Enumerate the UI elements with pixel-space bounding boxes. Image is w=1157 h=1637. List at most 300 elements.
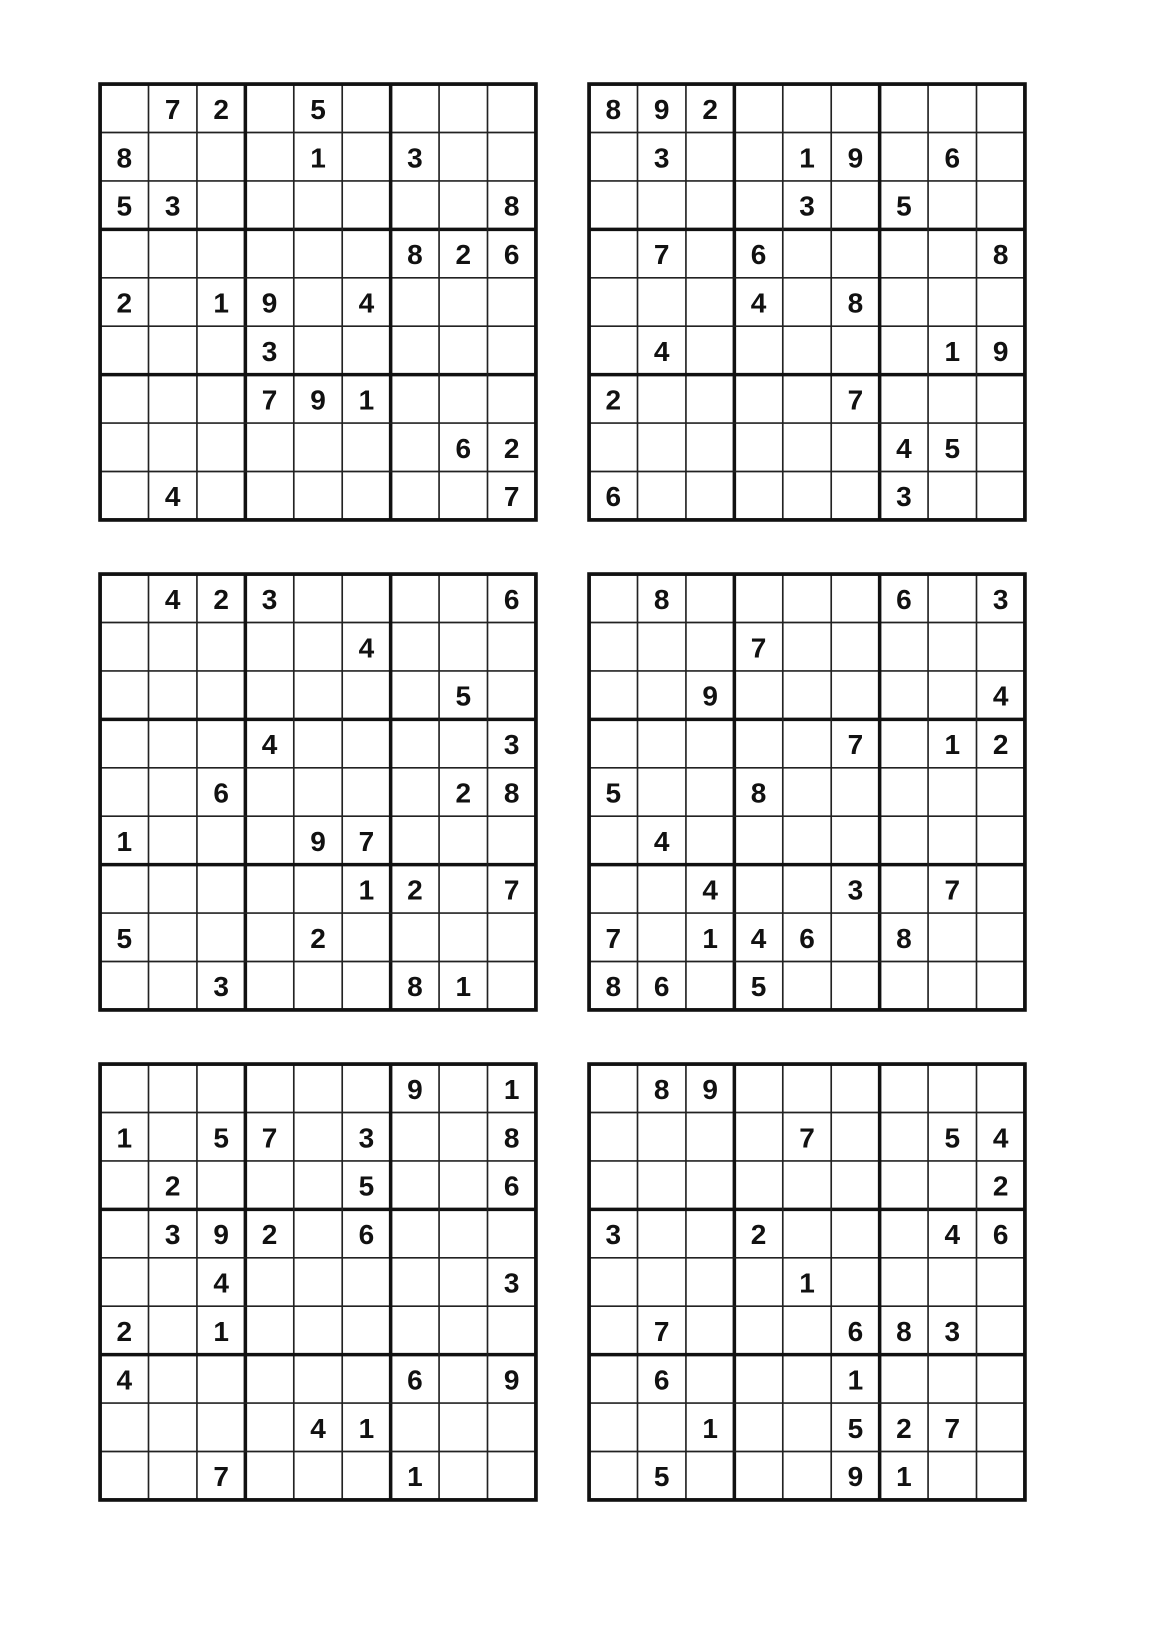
sudoku-cell[interactable] <box>928 623 976 671</box>
sudoku-cell[interactable] <box>734 1161 782 1209</box>
sudoku-cell[interactable] <box>342 326 390 374</box>
sudoku-cell[interactable] <box>976 1451 1024 1499</box>
sudoku-cell[interactable] <box>487 133 535 181</box>
sudoku-cell[interactable] <box>487 326 535 374</box>
sudoku-cell[interactable] <box>100 471 148 519</box>
sudoku-cell[interactable] <box>245 1306 293 1354</box>
sudoku-cell[interactable] <box>976 768 1024 816</box>
sudoku-cell[interactable] <box>342 229 390 277</box>
sudoku-cell[interactable] <box>734 423 782 471</box>
sudoku-cell[interactable] <box>880 768 928 816</box>
sudoku-cell[interactable] <box>686 1209 734 1257</box>
sudoku-cell[interactable] <box>831 326 879 374</box>
sudoku-cell[interactable] <box>100 623 148 671</box>
sudoku-cell[interactable] <box>928 1064 976 1112</box>
sudoku-cell[interactable] <box>149 913 197 961</box>
sudoku-cell[interactable] <box>149 423 197 471</box>
sudoku-cell[interactable] <box>783 719 831 767</box>
sudoku-cell[interactable] <box>686 1306 734 1354</box>
sudoku-cell[interactable] <box>831 961 879 1009</box>
sudoku-cell[interactable] <box>831 671 879 719</box>
sudoku-cell[interactable] <box>197 326 245 374</box>
sudoku-cell[interactable] <box>734 1258 782 1306</box>
sudoku-cell[interactable] <box>245 1403 293 1451</box>
sudoku-cell[interactable] <box>294 278 342 326</box>
sudoku-cell[interactable] <box>686 574 734 622</box>
sudoku-cell[interactable] <box>391 84 439 132</box>
sudoku-cell[interactable] <box>342 423 390 471</box>
sudoku-cell[interactable] <box>589 1161 637 1209</box>
sudoku-cell[interactable] <box>100 1209 148 1257</box>
sudoku-cell[interactable] <box>734 719 782 767</box>
sudoku-cell[interactable] <box>783 278 831 326</box>
sudoku-cell[interactable] <box>976 1306 1024 1354</box>
sudoku-cell[interactable] <box>100 961 148 1009</box>
sudoku-cell[interactable] <box>487 1306 535 1354</box>
sudoku-cell[interactable] <box>487 1209 535 1257</box>
sudoku-cell[interactable] <box>197 623 245 671</box>
sudoku-cell[interactable] <box>149 278 197 326</box>
sudoku-cell[interactable] <box>638 623 686 671</box>
sudoku-cell[interactable] <box>880 229 928 277</box>
sudoku-cell[interactable] <box>734 1064 782 1112</box>
sudoku-cell[interactable] <box>831 768 879 816</box>
sudoku-cell[interactable] <box>589 1355 637 1403</box>
sudoku-cell[interactable] <box>638 278 686 326</box>
sudoku-cell[interactable] <box>638 1113 686 1161</box>
sudoku-cell[interactable] <box>294 423 342 471</box>
sudoku-cell[interactable] <box>100 1451 148 1499</box>
sudoku-cell[interactable] <box>783 229 831 277</box>
sudoku-cell[interactable] <box>294 1161 342 1209</box>
sudoku-cell[interactable] <box>197 471 245 519</box>
sudoku-cell[interactable] <box>638 768 686 816</box>
sudoku-cell[interactable] <box>197 671 245 719</box>
sudoku-cell[interactable] <box>100 574 148 622</box>
sudoku-cell[interactable] <box>928 181 976 229</box>
sudoku-cell[interactable] <box>294 768 342 816</box>
sudoku-cell[interactable] <box>976 961 1024 1009</box>
sudoku-cell[interactable] <box>149 623 197 671</box>
sudoku-cell[interactable] <box>734 671 782 719</box>
sudoku-cell[interactable] <box>245 1064 293 1112</box>
sudoku-cell[interactable] <box>197 865 245 913</box>
sudoku-cell[interactable] <box>197 181 245 229</box>
sudoku-cell[interactable] <box>342 133 390 181</box>
sudoku-cell[interactable] <box>149 1451 197 1499</box>
sudoku-cell[interactable] <box>245 84 293 132</box>
sudoku-cell[interactable] <box>391 278 439 326</box>
sudoku-cell[interactable] <box>294 471 342 519</box>
sudoku-cell[interactable] <box>976 1403 1024 1451</box>
sudoku-cell[interactable] <box>487 623 535 671</box>
sudoku-cell[interactable] <box>976 1355 1024 1403</box>
sudoku-cell[interactable] <box>245 1355 293 1403</box>
sudoku-cell[interactable] <box>439 913 487 961</box>
sudoku-cell[interactable] <box>976 181 1024 229</box>
sudoku-cell[interactable] <box>391 719 439 767</box>
sudoku-cell[interactable] <box>439 1403 487 1451</box>
sudoku-cell[interactable] <box>783 1306 831 1354</box>
sudoku-cell[interactable] <box>149 719 197 767</box>
sudoku-cell[interactable] <box>734 181 782 229</box>
sudoku-cell[interactable] <box>880 375 928 423</box>
sudoku-cell[interactable] <box>391 1258 439 1306</box>
sudoku-cell[interactable] <box>245 1258 293 1306</box>
sudoku-cell[interactable] <box>149 816 197 864</box>
sudoku-cell[interactable] <box>783 623 831 671</box>
sudoku-cell[interactable] <box>391 768 439 816</box>
sudoku-cell[interactable] <box>100 1403 148 1451</box>
sudoku-cell[interactable] <box>149 1403 197 1451</box>
sudoku-cell[interactable] <box>928 816 976 864</box>
sudoku-cell[interactable] <box>734 1451 782 1499</box>
sudoku-cell[interactable] <box>100 671 148 719</box>
sudoku-cell[interactable] <box>831 181 879 229</box>
sudoku-cell[interactable] <box>294 1355 342 1403</box>
sudoku-cell[interactable] <box>783 1403 831 1451</box>
sudoku-cell[interactable] <box>439 326 487 374</box>
sudoku-cell[interactable] <box>686 1451 734 1499</box>
sudoku-cell[interactable] <box>294 623 342 671</box>
sudoku-cell[interactable] <box>294 1258 342 1306</box>
sudoku-cell[interactable] <box>245 229 293 277</box>
sudoku-cell[interactable] <box>783 471 831 519</box>
sudoku-cell[interactable] <box>589 719 637 767</box>
sudoku-cell[interactable] <box>638 719 686 767</box>
sudoku-cell[interactable] <box>928 84 976 132</box>
sudoku-cell[interactable] <box>391 1403 439 1451</box>
sudoku-cell[interactable] <box>245 1451 293 1499</box>
sudoku-cell[interactable] <box>342 1064 390 1112</box>
sudoku-cell[interactable] <box>686 719 734 767</box>
sudoku-cell[interactable] <box>245 181 293 229</box>
sudoku-cell[interactable] <box>734 865 782 913</box>
sudoku-cell[interactable] <box>245 865 293 913</box>
sudoku-cell[interactable] <box>976 623 1024 671</box>
sudoku-cell[interactable] <box>686 423 734 471</box>
sudoku-cell[interactable] <box>686 229 734 277</box>
sudoku-cell[interactable] <box>880 719 928 767</box>
sudoku-cell[interactable] <box>928 1161 976 1209</box>
sudoku-cell[interactable] <box>149 865 197 913</box>
sudoku-cell[interactable] <box>686 623 734 671</box>
sudoku-cell[interactable] <box>439 1113 487 1161</box>
sudoku-cell[interactable] <box>439 84 487 132</box>
sudoku-cell[interactable] <box>734 84 782 132</box>
sudoku-cell[interactable] <box>638 1209 686 1257</box>
sudoku-cell[interactable] <box>783 574 831 622</box>
sudoku-cell[interactable] <box>928 375 976 423</box>
sudoku-cell[interactable] <box>686 278 734 326</box>
sudoku-cell[interactable] <box>783 1161 831 1209</box>
sudoku-cell[interactable] <box>589 816 637 864</box>
sudoku-cell[interactable] <box>294 1451 342 1499</box>
sudoku-cell[interactable] <box>197 229 245 277</box>
sudoku-cell[interactable] <box>928 961 976 1009</box>
sudoku-cell[interactable] <box>439 719 487 767</box>
sudoku-cell[interactable] <box>487 816 535 864</box>
sudoku-cell[interactable] <box>880 1355 928 1403</box>
sudoku-cell[interactable] <box>391 1209 439 1257</box>
sudoku-cell[interactable] <box>439 133 487 181</box>
sudoku-cell[interactable] <box>783 671 831 719</box>
sudoku-cell[interactable] <box>149 1064 197 1112</box>
sudoku-cell[interactable] <box>880 816 928 864</box>
sudoku-cell[interactable] <box>439 181 487 229</box>
sudoku-cell[interactable] <box>245 1161 293 1209</box>
sudoku-cell[interactable] <box>149 768 197 816</box>
sudoku-cell[interactable] <box>880 1209 928 1257</box>
sudoku-cell[interactable] <box>294 1209 342 1257</box>
sudoku-cell[interactable] <box>245 816 293 864</box>
sudoku-cell[interactable] <box>439 816 487 864</box>
sudoku-cell[interactable] <box>391 471 439 519</box>
sudoku-cell[interactable] <box>831 471 879 519</box>
sudoku-cell[interactable] <box>976 133 1024 181</box>
sudoku-cell[interactable] <box>638 1161 686 1209</box>
sudoku-cell[interactable] <box>100 768 148 816</box>
sudoku-cell[interactable] <box>439 1258 487 1306</box>
sudoku-cell[interactable] <box>880 623 928 671</box>
sudoku-cell[interactable] <box>294 229 342 277</box>
sudoku-cell[interactable] <box>294 1306 342 1354</box>
sudoku-cell[interactable] <box>149 961 197 1009</box>
sudoku-cell[interactable] <box>589 423 637 471</box>
sudoku-cell[interactable] <box>976 278 1024 326</box>
sudoku-cell[interactable] <box>831 229 879 277</box>
sudoku-cell[interactable] <box>686 471 734 519</box>
sudoku-cell[interactable] <box>638 671 686 719</box>
sudoku-cell[interactable] <box>149 229 197 277</box>
sudoku-cell[interactable] <box>783 1355 831 1403</box>
sudoku-cell[interactable] <box>589 865 637 913</box>
sudoku-cell[interactable] <box>880 961 928 1009</box>
sudoku-cell[interactable] <box>439 865 487 913</box>
sudoku-cell[interactable] <box>686 816 734 864</box>
sudoku-cell[interactable] <box>439 1064 487 1112</box>
sudoku-cell[interactable] <box>589 623 637 671</box>
sudoku-cell[interactable] <box>100 1161 148 1209</box>
sudoku-cell[interactable] <box>976 84 1024 132</box>
sudoku-cell[interactable] <box>976 865 1024 913</box>
sudoku-cell[interactable] <box>880 133 928 181</box>
sudoku-cell[interactable] <box>294 865 342 913</box>
sudoku-cell[interactable] <box>686 768 734 816</box>
sudoku-cell[interactable] <box>783 961 831 1009</box>
sudoku-cell[interactable] <box>342 1355 390 1403</box>
sudoku-cell[interactable] <box>589 181 637 229</box>
sudoku-cell[interactable] <box>342 961 390 1009</box>
sudoku-cell[interactable] <box>245 133 293 181</box>
sudoku-cell[interactable] <box>880 1113 928 1161</box>
sudoku-cell[interactable] <box>928 671 976 719</box>
sudoku-cell[interactable] <box>928 768 976 816</box>
sudoku-cell[interactable] <box>342 181 390 229</box>
sudoku-cell[interactable] <box>439 278 487 326</box>
sudoku-cell[interactable] <box>589 1403 637 1451</box>
sudoku-cell[interactable] <box>976 1258 1024 1306</box>
sudoku-cell[interactable] <box>686 1113 734 1161</box>
sudoku-cell[interactable] <box>928 574 976 622</box>
sudoku-cell[interactable] <box>783 423 831 471</box>
sudoku-cell[interactable] <box>783 865 831 913</box>
sudoku-cell[interactable] <box>487 84 535 132</box>
sudoku-cell[interactable] <box>734 471 782 519</box>
sudoku-cell[interactable] <box>686 181 734 229</box>
sudoku-cell[interactable] <box>783 1209 831 1257</box>
sudoku-cell[interactable] <box>149 1355 197 1403</box>
sudoku-cell[interactable] <box>831 1258 879 1306</box>
sudoku-cell[interactable] <box>294 961 342 1009</box>
sudoku-cell[interactable] <box>294 1064 342 1112</box>
sudoku-cell[interactable] <box>928 913 976 961</box>
sudoku-cell[interactable] <box>197 719 245 767</box>
sudoku-cell[interactable] <box>294 181 342 229</box>
sudoku-cell[interactable] <box>391 326 439 374</box>
sudoku-cell[interactable] <box>831 913 879 961</box>
sudoku-cell[interactable] <box>391 1113 439 1161</box>
sudoku-cell[interactable] <box>197 816 245 864</box>
sudoku-cell[interactable] <box>391 181 439 229</box>
sudoku-cell[interactable] <box>439 1355 487 1403</box>
sudoku-cell[interactable] <box>880 278 928 326</box>
sudoku-cell[interactable] <box>686 133 734 181</box>
sudoku-cell[interactable] <box>783 84 831 132</box>
sudoku-cell[interactable] <box>880 84 928 132</box>
sudoku-cell[interactable] <box>928 278 976 326</box>
sudoku-cell[interactable] <box>391 1161 439 1209</box>
sudoku-cell[interactable] <box>487 961 535 1009</box>
sudoku-cell[interactable] <box>391 623 439 671</box>
sudoku-cell[interactable] <box>391 913 439 961</box>
sudoku-cell[interactable] <box>197 423 245 471</box>
sudoku-cell[interactable] <box>439 574 487 622</box>
sudoku-cell[interactable] <box>686 961 734 1009</box>
sudoku-cell[interactable] <box>831 1113 879 1161</box>
sudoku-cell[interactable] <box>880 326 928 374</box>
sudoku-cell[interactable] <box>831 574 879 622</box>
sudoku-cell[interactable] <box>391 1306 439 1354</box>
sudoku-cell[interactable] <box>831 423 879 471</box>
sudoku-cell[interactable] <box>831 84 879 132</box>
sudoku-cell[interactable] <box>589 1306 637 1354</box>
sudoku-cell[interactable] <box>197 913 245 961</box>
sudoku-cell[interactable] <box>487 1451 535 1499</box>
sudoku-cell[interactable] <box>149 1306 197 1354</box>
sudoku-cell[interactable] <box>100 1258 148 1306</box>
sudoku-cell[interactable] <box>638 1258 686 1306</box>
sudoku-cell[interactable] <box>589 1451 637 1499</box>
sudoku-cell[interactable] <box>734 816 782 864</box>
sudoku-cell[interactable] <box>783 1064 831 1112</box>
sudoku-cell[interactable] <box>734 375 782 423</box>
sudoku-cell[interactable] <box>487 1403 535 1451</box>
sudoku-cell[interactable] <box>342 574 390 622</box>
sudoku-cell[interactable] <box>589 229 637 277</box>
sudoku-cell[interactable] <box>439 1451 487 1499</box>
sudoku-cell[interactable] <box>487 671 535 719</box>
sudoku-cell[interactable] <box>100 375 148 423</box>
sudoku-cell[interactable] <box>734 574 782 622</box>
sudoku-cell[interactable] <box>342 768 390 816</box>
sudoku-cell[interactable] <box>100 326 148 374</box>
sudoku-cell[interactable] <box>294 719 342 767</box>
sudoku-cell[interactable] <box>928 229 976 277</box>
sudoku-cell[interactable] <box>294 1113 342 1161</box>
sudoku-cell[interactable] <box>149 133 197 181</box>
sudoku-cell[interactable] <box>880 1161 928 1209</box>
sudoku-cell[interactable] <box>439 623 487 671</box>
sudoku-cell[interactable] <box>149 375 197 423</box>
sudoku-cell[interactable] <box>391 375 439 423</box>
sudoku-cell[interactable] <box>734 1113 782 1161</box>
sudoku-cell[interactable] <box>487 278 535 326</box>
sudoku-cell[interactable] <box>880 1258 928 1306</box>
sudoku-cell[interactable] <box>487 913 535 961</box>
sudoku-cell[interactable] <box>342 84 390 132</box>
sudoku-cell[interactable] <box>100 423 148 471</box>
sudoku-cell[interactable] <box>686 1161 734 1209</box>
sudoku-cell[interactable] <box>928 1355 976 1403</box>
sudoku-cell[interactable] <box>638 865 686 913</box>
sudoku-cell[interactable] <box>734 133 782 181</box>
sudoku-cell[interactable] <box>880 865 928 913</box>
sudoku-cell[interactable] <box>245 913 293 961</box>
sudoku-cell[interactable] <box>197 1161 245 1209</box>
sudoku-cell[interactable] <box>976 816 1024 864</box>
sudoku-cell[interactable] <box>245 961 293 1009</box>
sudoku-cell[interactable] <box>976 375 1024 423</box>
sudoku-cell[interactable] <box>294 671 342 719</box>
sudoku-cell[interactable] <box>342 471 390 519</box>
sudoku-cell[interactable] <box>100 84 148 132</box>
sudoku-cell[interactable] <box>245 768 293 816</box>
sudoku-cell[interactable] <box>686 375 734 423</box>
sudoku-cell[interactable] <box>149 326 197 374</box>
sudoku-cell[interactable] <box>783 375 831 423</box>
sudoku-cell[interactable] <box>638 471 686 519</box>
sudoku-cell[interactable] <box>439 1161 487 1209</box>
sudoku-cell[interactable] <box>928 471 976 519</box>
sudoku-cell[interactable] <box>342 1306 390 1354</box>
sudoku-cell[interactable] <box>976 1064 1024 1112</box>
sudoku-cell[interactable] <box>100 229 148 277</box>
sudoku-cell[interactable] <box>342 913 390 961</box>
sudoku-cell[interactable] <box>928 1258 976 1306</box>
sudoku-cell[interactable] <box>638 375 686 423</box>
sudoku-cell[interactable] <box>976 913 1024 961</box>
sudoku-cell[interactable] <box>149 671 197 719</box>
sudoku-cell[interactable] <box>245 423 293 471</box>
sudoku-cell[interactable] <box>391 671 439 719</box>
sudoku-cell[interactable] <box>928 1451 976 1499</box>
sudoku-cell[interactable] <box>686 326 734 374</box>
sudoku-cell[interactable] <box>638 423 686 471</box>
sudoku-cell[interactable] <box>342 671 390 719</box>
sudoku-cell[interactable] <box>342 719 390 767</box>
sudoku-cell[interactable] <box>100 865 148 913</box>
sudoku-cell[interactable] <box>391 816 439 864</box>
sudoku-cell[interactable] <box>589 574 637 622</box>
sudoku-cell[interactable] <box>149 1113 197 1161</box>
sudoku-cell[interactable] <box>831 1064 879 1112</box>
sudoku-cell[interactable] <box>245 471 293 519</box>
sudoku-cell[interactable] <box>638 181 686 229</box>
sudoku-cell[interactable] <box>589 1113 637 1161</box>
sudoku-cell[interactable] <box>342 1258 390 1306</box>
sudoku-cell[interactable] <box>149 1258 197 1306</box>
